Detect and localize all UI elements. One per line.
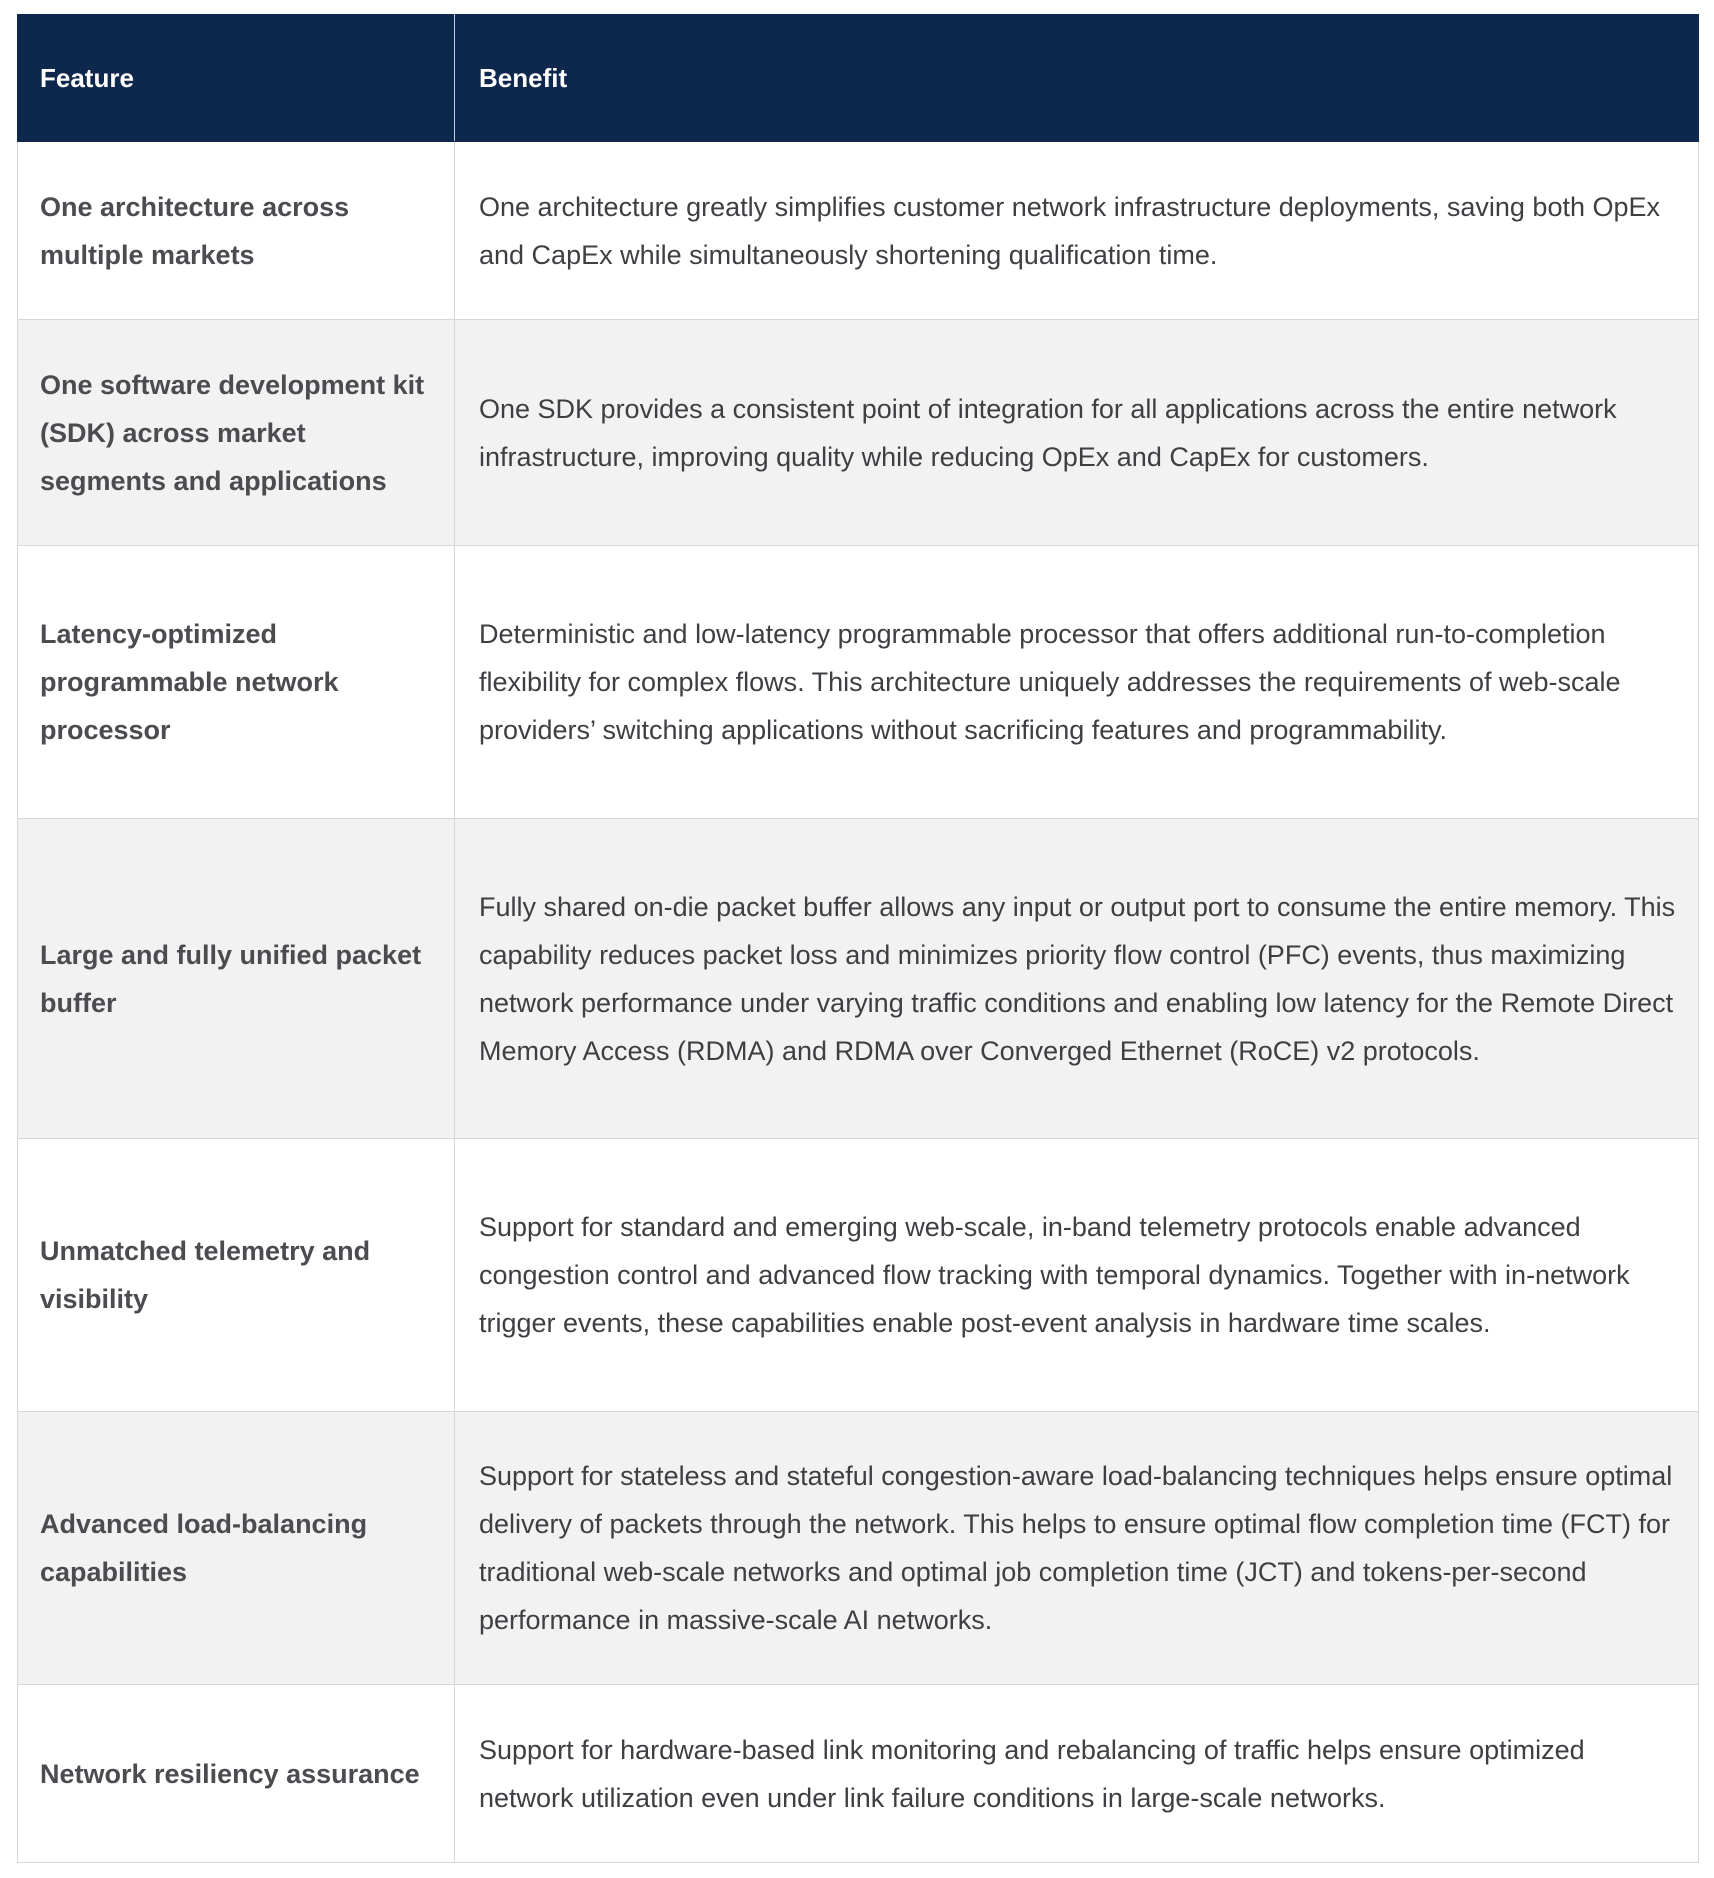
table-body (18, 142, 1699, 1863)
table-row (18, 1412, 1699, 1685)
feature-benefit-table-container (17, 14, 1698, 1863)
header-feature: Feature (18, 15, 455, 142)
table-row (18, 142, 1699, 320)
table-row (18, 546, 1699, 819)
benefit-cell: Support for hardware-based link monitoring and rebalancing of traffic helps ensure optimized network utilization even under link failure conditions in large-scale networks. (455, 1685, 1699, 1863)
feature-benefit-table (17, 14, 1699, 1863)
header-benefit: Benefit (455, 15, 1699, 142)
feature-cell: One software development kit (SDK) across market segments and applications (18, 320, 455, 546)
benefit-cell: Fully shared on-die packet buffer allows any input or output port to consume the entire memory. This capability reduces packet loss and minimizes priority flow control (PFC) events, thus maximizing network performance under varying traffic conditions and enabling low latency for the Remote Direct Memory Access (RDMA) and RDMA over Converged Ethernet (RoCE) v2 protocols. (455, 819, 1699, 1139)
table-row (18, 320, 1699, 546)
benefit-cell: Deterministic and low-latency programmable processor that offers additional run-to-completion flexibility for complex flows. This architecture uniquely addresses the requirements of web-scale providers’ switching applications without sacrificing features and programmability. (455, 546, 1699, 819)
benefit-cell: Support for stateless and stateful congestion-aware load-balancing techniques helps ensure optimal delivery of packets through the network. This helps to ensure optimal flow completion time (FCT) for traditional web-scale networks and optimal job completion time (JCT) and tokens-per-second performance in massive-scale AI networks. (455, 1412, 1699, 1685)
feature-cell: Unmatched telemetry and visibility (18, 1139, 455, 1412)
feature-cell: Large and fully unified packet buffer (18, 819, 455, 1139)
benefit-cell: Support for standard and emerging web-scale, in-band telemetry protocols enable advanced congestion control and advanced flow tracking with temporal dynamics. Together with in-network trigger events, these capabilities enable post-event analysis in hardware time scales. (455, 1139, 1699, 1412)
feature-cell: Latency-optimized programmable network processor (18, 546, 455, 819)
table-row (18, 1139, 1699, 1412)
feature-cell: Network resiliency assurance (18, 1685, 455, 1863)
feature-cell: One architecture across multiple markets (18, 142, 455, 320)
benefit-cell: One SDK provides a consistent point of integration for all applications across the entire network infrastructure, improving quality while reducing OpEx and CapEx for customers. (455, 320, 1699, 546)
table-row (18, 819, 1699, 1139)
table-row (18, 1685, 1699, 1863)
benefit-cell: One architecture greatly simplifies customer network infrastructure deployments, saving both OpEx and CapEx while simultaneously shortening qualification time. (455, 142, 1699, 320)
header-row (18, 15, 1699, 142)
table-header (18, 15, 1699, 142)
feature-cell: Advanced load-balancing capabilities (18, 1412, 455, 1685)
